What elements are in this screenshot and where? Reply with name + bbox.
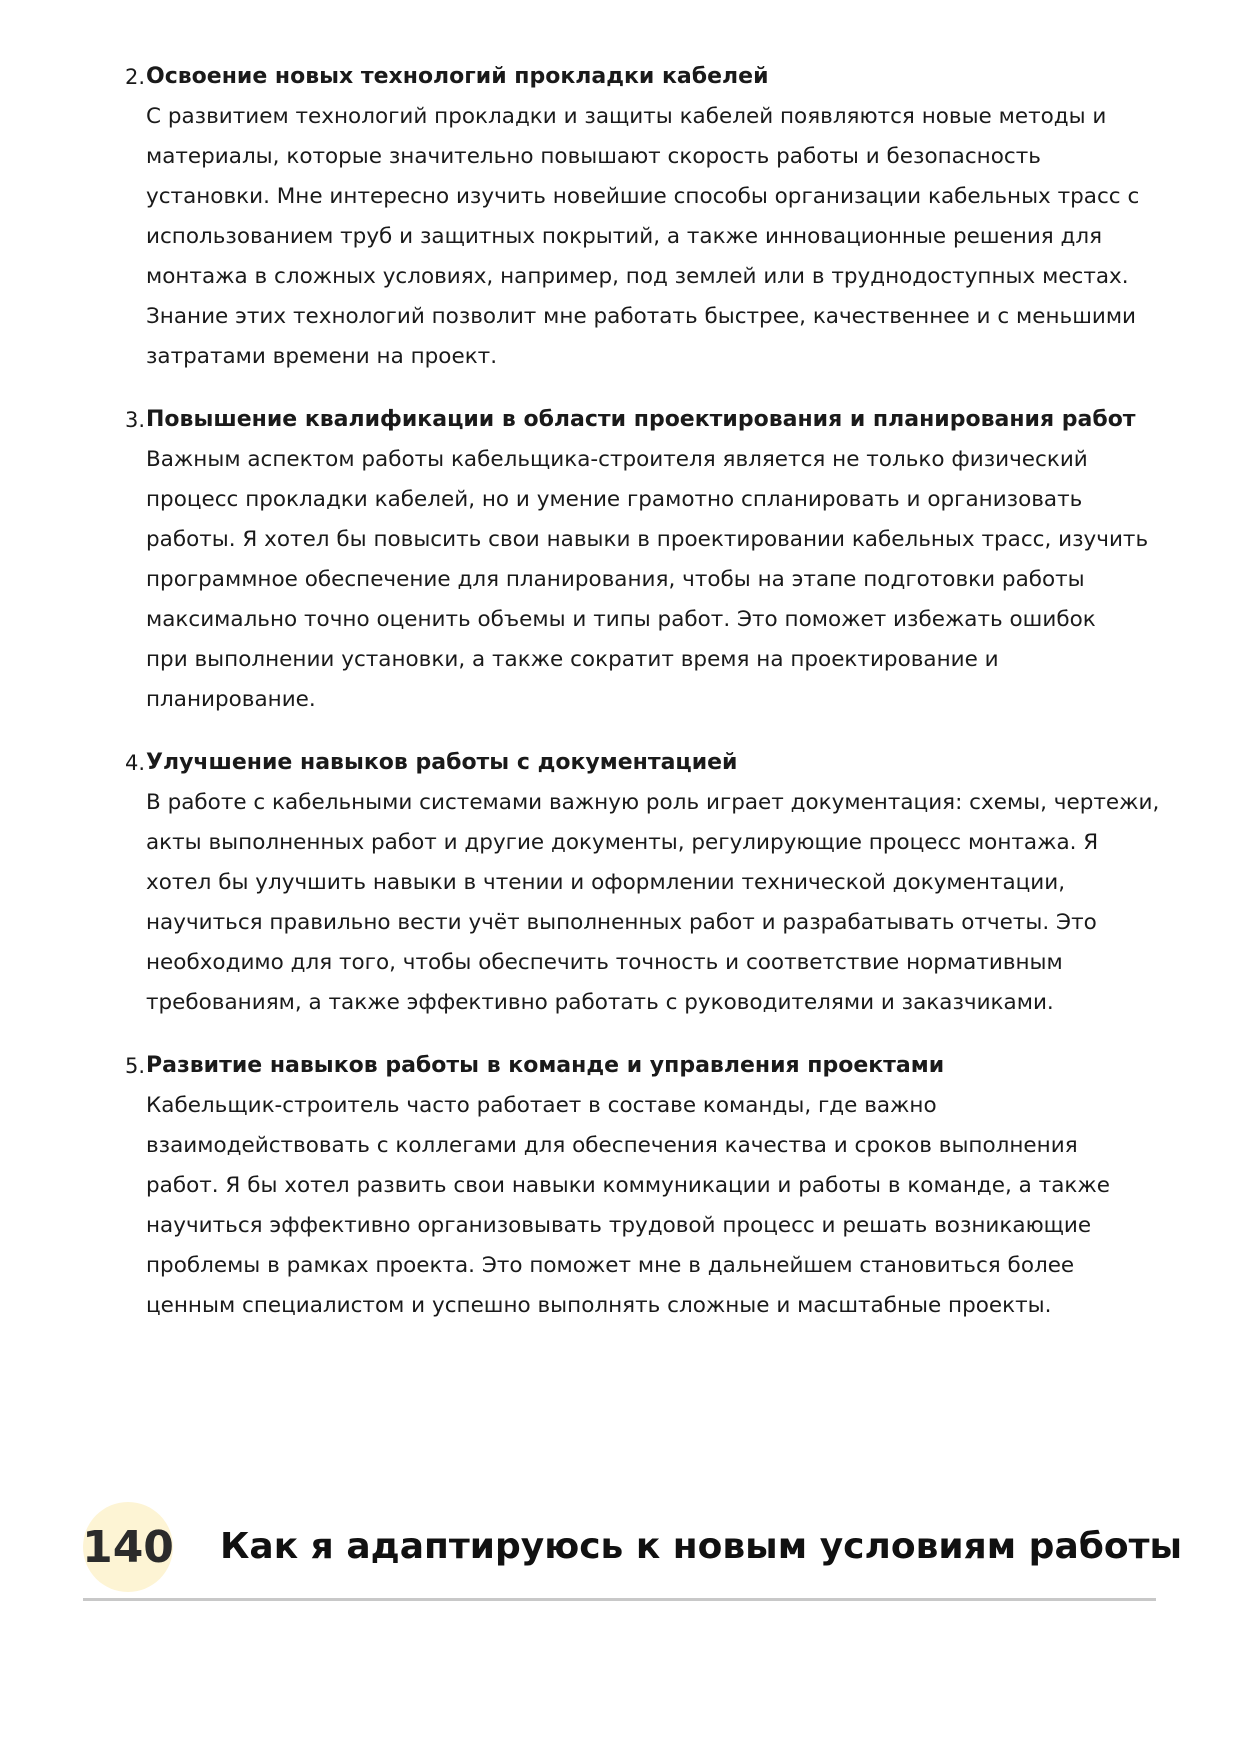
list-item-5 [0, 1046, 1239, 1326]
paragraph-line: взаимодействовать с коллегами для обеспечения качества и сроков выполнения [146, 1133, 1078, 1158]
paragraph-line: процесс прокладки кабелей, но и умение грамотно спланировать и организовать [146, 487, 1083, 512]
paragraph-line: материалы, которые значительно повышают скорость работы и безопасность [146, 144, 1041, 169]
item-body [146, 783, 1171, 1023]
page-footer [82, 1500, 1183, 1601]
paragraph-line: необходимо для того, чтобы обеспечить точность и соответствие нормативным [146, 950, 1063, 975]
numbered-list [0, 57, 1239, 1349]
paragraph-line: работы. Я хотел бы повысить свои навыки в проектировании кабельных трасс, изучить [146, 527, 1149, 552]
item-number: 3. [124, 408, 145, 432]
item-heading: Улучшение навыков работы с документацией [146, 750, 738, 775]
item-number: 2. [124, 65, 145, 89]
paragraph-line: максимально точно оценить объемы и типы работ. Это поможет избежать ошибок [146, 607, 1096, 632]
item-heading: Освоение новых технологий прокладки кабелей [146, 64, 769, 89]
paragraph-line: хотел бы улучшить навыки в чтении и оформлении технической документации, [146, 870, 1066, 895]
paragraph-line: установки. Мне интересно изучить новейшие способы организации кабельных трасс с [146, 184, 1140, 209]
paragraph-line: научиться эффективно организовывать трудовой процесс и решать возникающие [146, 1213, 1092, 1238]
paragraph-line: затратами времени на проект. [146, 344, 498, 369]
paragraph-line: работ. Я бы хотел развить свои навыки коммуникации и работы в команде, а также [146, 1173, 1110, 1198]
item-body [146, 97, 1171, 377]
item-heading: Повышение квалификации в области проектирования и планирования работ [146, 407, 1136, 432]
paragraph-line: при выполнении установки, а также сократит время на проектирование и [146, 647, 999, 672]
paragraph-line: использованием труб и защитных покрытий, а также инновационные решения для [146, 224, 1103, 249]
paragraph-line: ценным специалистом и успешно выполнять сложные и масштабные проекты. [146, 1293, 1052, 1318]
list-item-2 [0, 57, 1239, 377]
paragraph-line: акты выполненных работ и другие документы, регулирующие процесс монтажа. Я [146, 830, 1099, 855]
paragraph-line: программное обеспечение для планирования, чтобы на этапе подготовки работы [146, 567, 1085, 592]
item-number: 5. [124, 1054, 145, 1078]
page-number: 140 [82, 1521, 174, 1573]
list-item-3 [0, 400, 1239, 720]
list-item-4 [0, 743, 1239, 1023]
paragraph-line: С развитием технологий прокладки и защиты кабелей появляются новые методы и [146, 104, 1107, 129]
paragraph-line: проблемы в рамках проекта. Это поможет мне в дальнейшем становиться более [146, 1253, 1075, 1278]
paragraph-line: Важным аспектом работы кабельщика-строителя является не только физический [146, 447, 1088, 472]
paragraph-line: Знание этих технологий позволит мне работать быстрее, качественнее и с меньшими [146, 304, 1137, 329]
item-body [146, 440, 1171, 720]
paragraph-line: требованиям, а также эффективно работать с руководителями и заказчиками. [146, 990, 1054, 1015]
paragraph-line: В работе с кабельными системами важную роль играет документация: схемы, чертежи, [146, 790, 1160, 815]
item-body [146, 1086, 1171, 1326]
item-number: 4. [124, 751, 145, 775]
paragraph-line: научиться правильно вести учёт выполненных работ и разрабатывать отчеты. Это [146, 910, 1097, 935]
item-heading: Развитие навыков работы в команде и управления проектами [146, 1053, 945, 1078]
paragraph-line: монтажа в сложных условиях, например, под землей или в труднодоступных местах. [146, 264, 1129, 289]
paragraph-line: Кабельщик-строитель часто работает в составе команды, где важно [146, 1093, 937, 1118]
paragraph-line: планирование. [146, 687, 316, 712]
page-number-badge [83, 1502, 173, 1592]
chapter-title: Как я адаптируюсь к новым условиям работы [220, 1526, 1183, 1567]
